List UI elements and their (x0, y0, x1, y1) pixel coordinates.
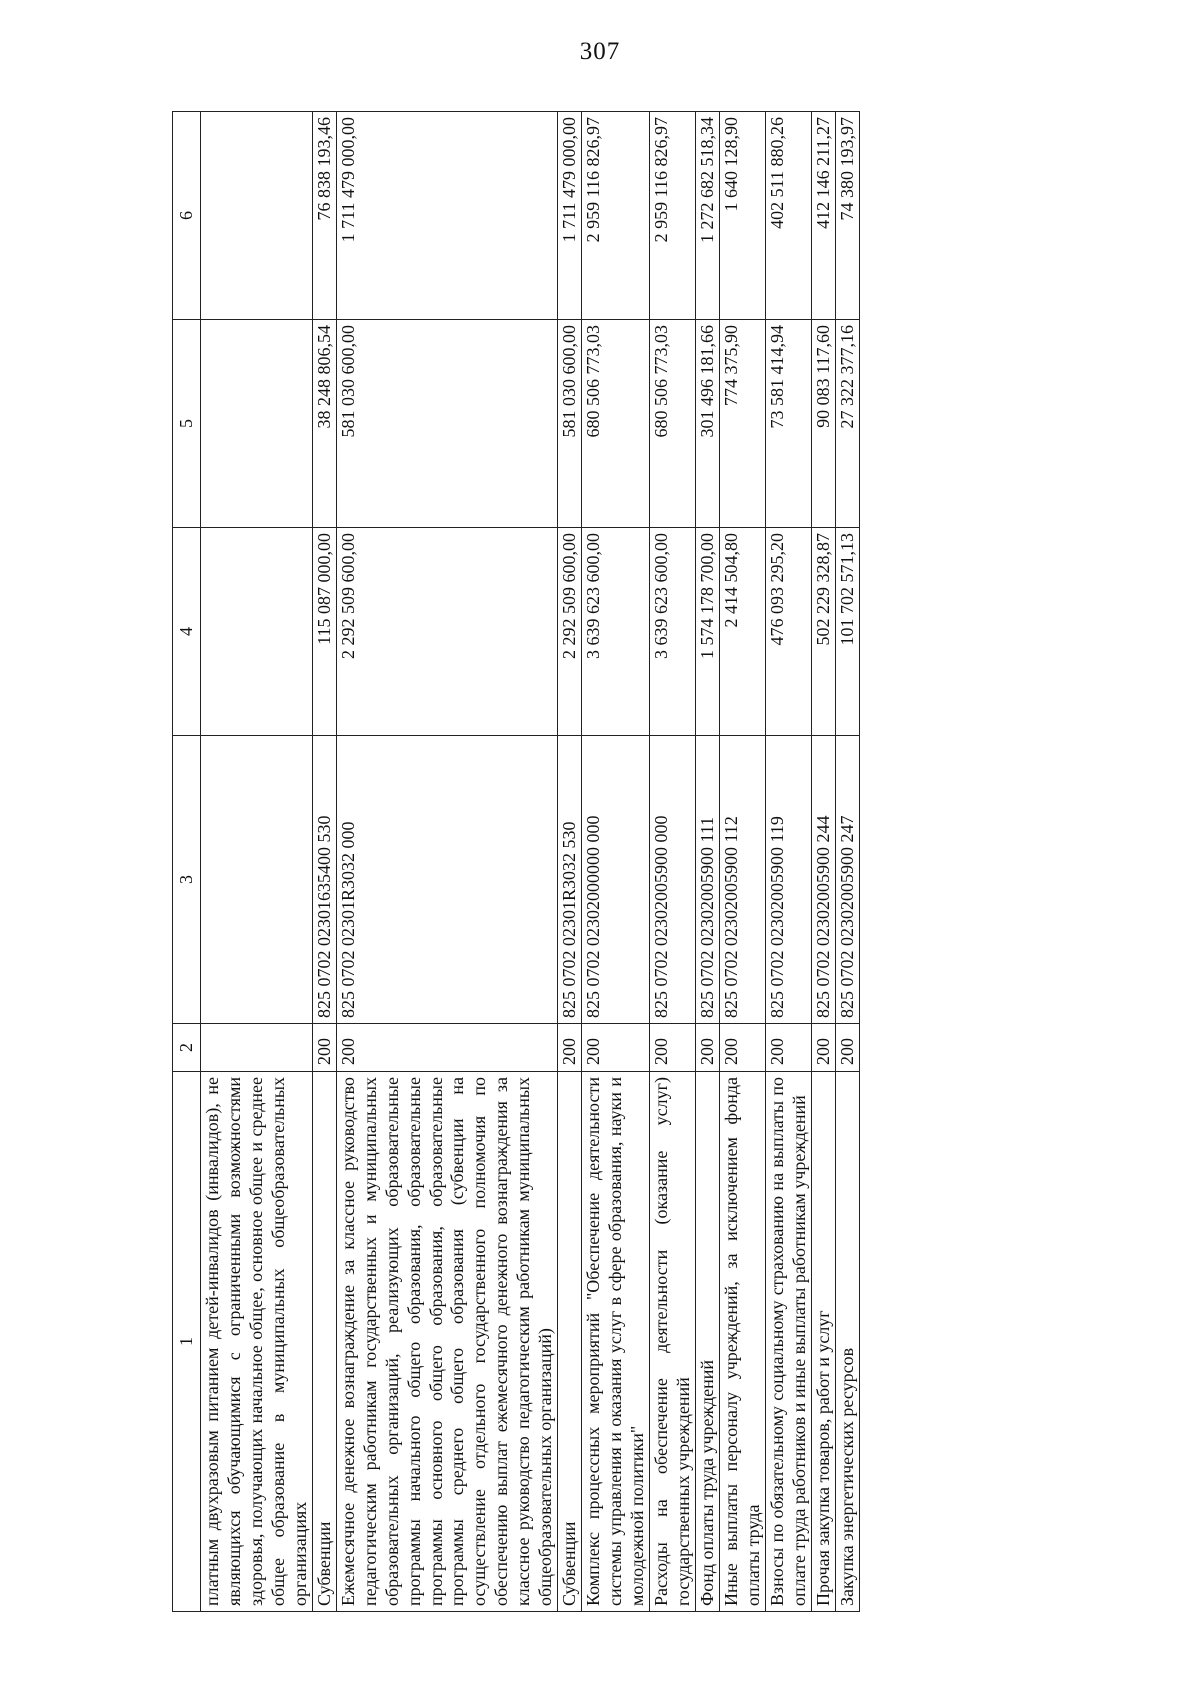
header-col-1: 1 (173, 1072, 201, 1612)
column-4-amount-cell: 2 292 509 600,00 (336, 528, 558, 736)
column-2-cell: 200 (558, 1024, 582, 1072)
budget-code-cell: 825 0702 02302005900 111 (695, 736, 719, 1024)
row-name-cell: Фонд оплаты труда учреждений (695, 1072, 719, 1612)
column-4-amount-cell: 3 639 623 600,00 (650, 528, 696, 736)
budget-table (172, 111, 860, 1612)
column-6-amount-cell: 1 711 479 000,00 (336, 112, 558, 320)
table-row (201, 112, 313, 1612)
column-5-amount-cell: 90 083 117,60 (811, 320, 835, 528)
column-2-cell: 200 (719, 1024, 765, 1072)
budget-code-cell: 825 0702 02302000000 000 (582, 736, 650, 1024)
header-col-6: 6 (173, 112, 201, 320)
table-row (582, 112, 650, 1612)
column-2-cell: 200 (695, 1024, 719, 1072)
column-5-amount-cell: 774 375,90 (719, 320, 765, 528)
column-5-amount-cell: 27 322 377,16 (835, 320, 859, 528)
column-2-cell: 200 (582, 1024, 650, 1072)
column-5-amount-cell: 73 581 414,94 (765, 320, 811, 528)
column-5-amount-cell: 301 496 181,66 (695, 320, 719, 528)
row-name-cell: Закупка энергетических ресурсов (835, 1072, 859, 1612)
column-6-amount-cell: 412 146 211,27 (811, 112, 835, 320)
budget-code-cell: 825 0702 02302005900 247 (835, 736, 859, 1024)
column-4-amount-cell: 476 093 295,20 (765, 528, 811, 736)
table-row (719, 112, 765, 1612)
column-6-amount-cell: 2 959 116 826,97 (650, 112, 696, 320)
table-row (811, 112, 835, 1612)
row-name-cell: Иные выплаты персоналу учреждений, за исключением фонда оплаты труда (719, 1072, 765, 1612)
header-col-5: 5 (173, 320, 201, 528)
row-name-cell: платным двухразовым питанием детей-инвалидов (инвалидов), не являющихся обучающимися с ограниченными возможностями здоровья, получающих начальное общее, основное общее и среднее общее образование в муниципальных общеобразовательных организациях (201, 1072, 313, 1612)
column-4-amount-cell: 115 087 000,00 (312, 528, 336, 736)
table-row (835, 112, 859, 1612)
table-row (695, 112, 719, 1612)
budget-code-cell: 825 0702 02302005900 244 (811, 736, 835, 1024)
row-name-cell: Ежемесячное денежное вознаграждение за классное руководство педагогическим работникам государственных и муниципальных образовательных организаций, реализующих образовательные программы начального общего образования, образовательные программы основного общего образования, образовательные программы среднего общего образования (субвенции на осуществление отдельного государственного полномочия по обеспечению выплат ежемесячного денежного вознаграждения за классное руководство педагогическим работникам муниципальных общеобразовательных организаций) (336, 1072, 558, 1612)
table-row (336, 112, 558, 1612)
budget-code-cell: 825 0702 02302005900 119 (765, 736, 811, 1024)
column-2-cell: 200 (765, 1024, 811, 1072)
column-4-amount-cell: 101 702 571,13 (835, 528, 859, 736)
column-6-amount-cell: 1 640 128,90 (719, 112, 765, 320)
column-4-amount-cell: 3 639 623 600,00 (582, 528, 650, 736)
budget-code-cell: 825 0702 02301635400 530 (312, 736, 336, 1024)
budget-code-cell: 825 0702 02301R3032 530 (558, 736, 582, 1024)
column-6-amount-cell: 1 272 682 518,34 (695, 112, 719, 320)
page-number: 307 (579, 38, 621, 65)
rotated-table-container (172, 112, 1132, 1612)
column-5-amount-cell: 680 506 773,03 (650, 320, 696, 528)
budget-code-cell (201, 736, 313, 1024)
column-2-cell: 200 (650, 1024, 696, 1072)
header-col-3: 3 (173, 736, 201, 1024)
budget-code-cell: 825 0702 02302005900 000 (650, 736, 696, 1024)
table-body (201, 112, 860, 1612)
column-2-cell: 200 (312, 1024, 336, 1072)
row-name-cell: Субвенции (558, 1072, 582, 1612)
column-5-amount-cell: 581 030 600,00 (558, 320, 582, 528)
column-6-amount-cell: 76 838 193,46 (312, 112, 336, 320)
column-5-amount-cell (201, 320, 313, 528)
column-6-amount-cell (201, 112, 313, 320)
column-5-amount-cell: 680 506 773,03 (582, 320, 650, 528)
column-2-cell: 200 (811, 1024, 835, 1072)
table-row (765, 112, 811, 1612)
row-name-cell: Комплекс процессных мероприятий "Обеспечение деятельности системы управления и оказания услуг в сфере образования, науки и молодежной политики" (582, 1072, 650, 1612)
column-4-amount-cell: 2 292 509 600,00 (558, 528, 582, 736)
table-row (650, 112, 696, 1612)
column-4-amount-cell: 502 229 328,87 (811, 528, 835, 736)
column-5-amount-cell: 581 030 600,00 (336, 320, 558, 528)
header-row (173, 112, 201, 1612)
row-name-cell: Взносы по обязательному социальному страхованию на выплаты по оплате труда работников и иные выплаты работникам учреждений (765, 1072, 811, 1612)
column-4-amount-cell: 1 574 178 700,00 (695, 528, 719, 736)
header-col-2: 2 (173, 1024, 201, 1072)
column-2-cell (201, 1024, 313, 1072)
row-name-cell: Расходы на обеспечение деятельности (оказание услуг) государственных учреждений (650, 1072, 696, 1612)
column-4-amount-cell: 2 414 504,80 (719, 528, 765, 736)
column-5-amount-cell: 38 248 806,54 (312, 320, 336, 528)
column-4-amount-cell (201, 528, 313, 736)
table-row (558, 112, 582, 1612)
budget-code-cell: 825 0702 02302005900 112 (719, 736, 765, 1024)
table-row (312, 112, 336, 1612)
column-6-amount-cell: 74 380 193,97 (835, 112, 859, 320)
row-name-cell: Прочая закупка товаров, работ и услуг (811, 1072, 835, 1612)
header-col-4: 4 (173, 528, 201, 736)
row-name-cell: Субвенции (312, 1072, 336, 1612)
column-2-cell: 200 (835, 1024, 859, 1072)
column-2-cell: 200 (336, 1024, 558, 1072)
column-6-amount-cell: 402 511 880,26 (765, 112, 811, 320)
budget-code-cell: 825 0702 02301R3032 000 (336, 736, 558, 1024)
column-6-amount-cell: 2 959 116 826,97 (582, 112, 650, 320)
column-6-amount-cell: 1 711 479 000,00 (558, 112, 582, 320)
